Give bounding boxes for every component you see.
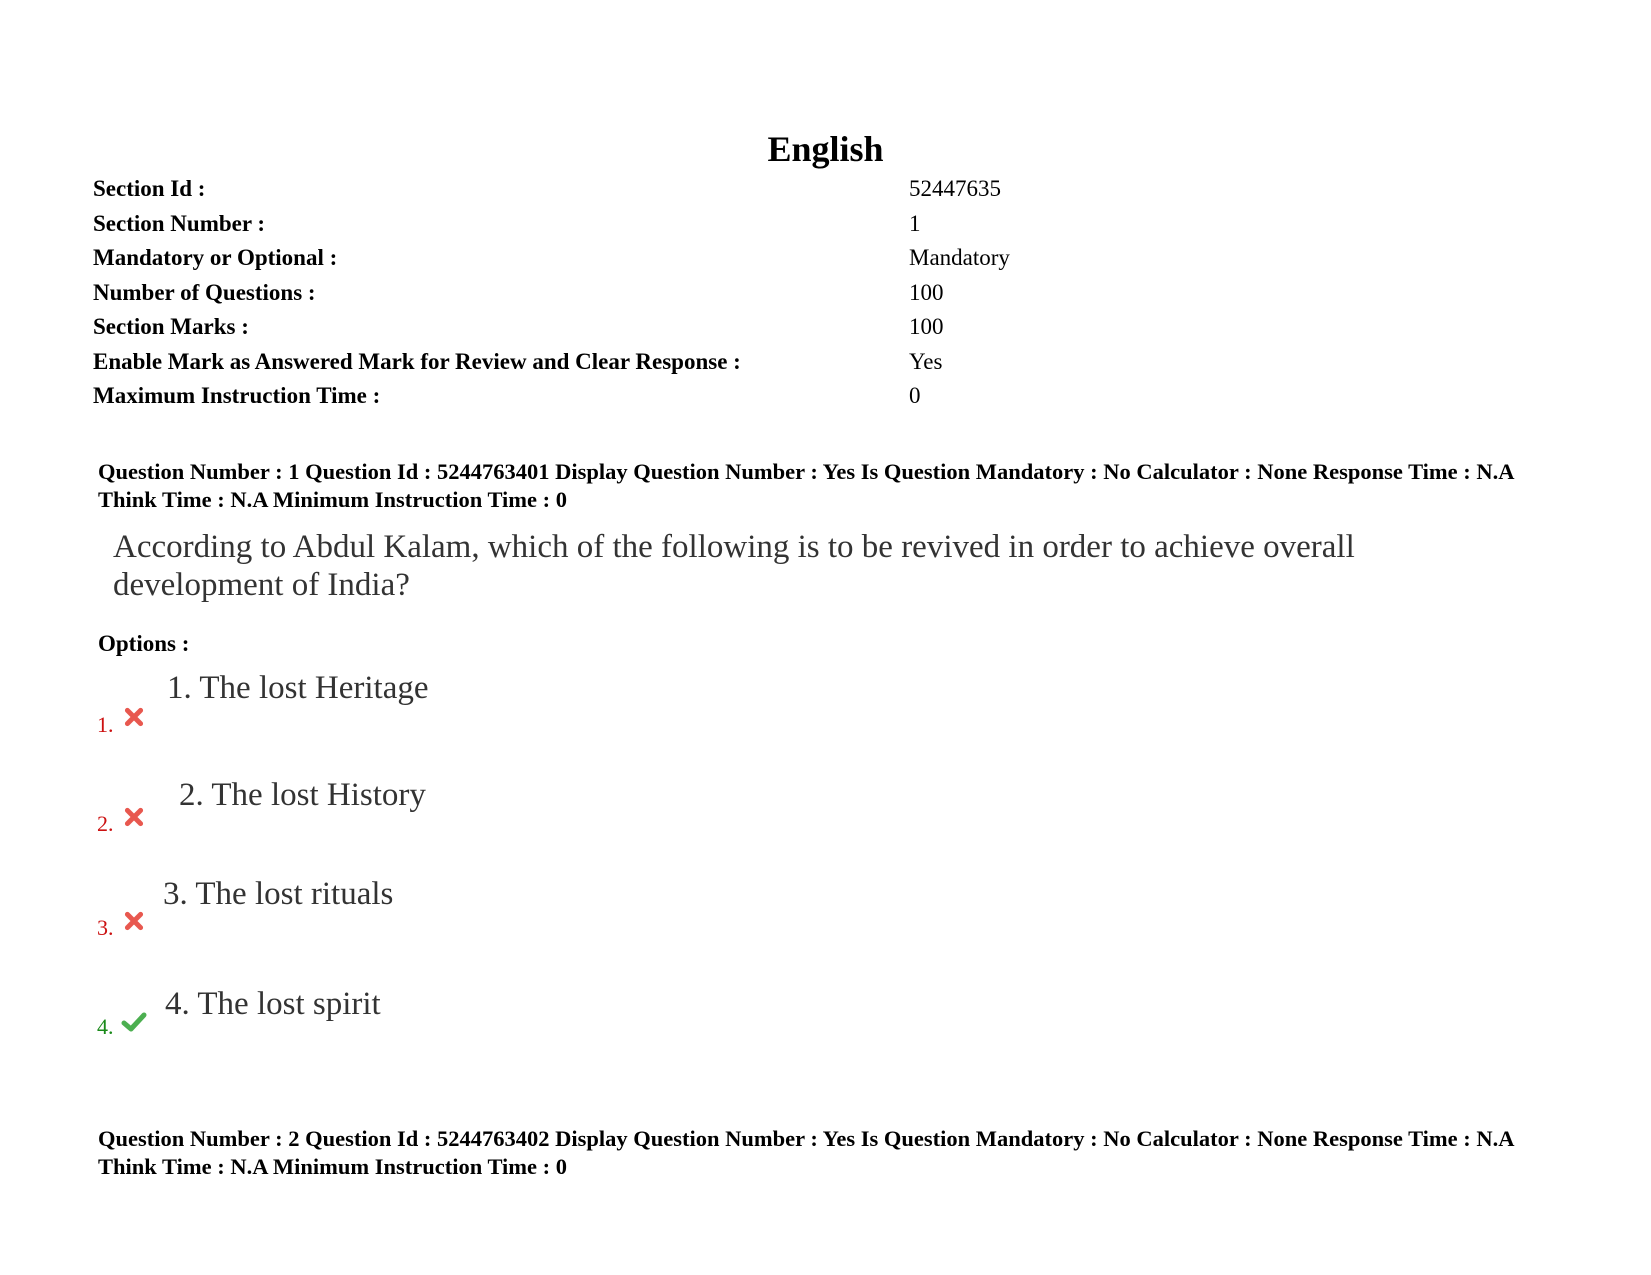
enable-mark-label: Enable Mark as Answered Mark for Review and Clear Response :	[93, 348, 741, 374]
question-2-header: Question Number : 2 Question Id : 5244763402 Display Question Number : Yes Is Question Mandatory : No Calculator : None Response Time : N.A Think Time : N.A Minimum Instruction Time : 0	[98, 1126, 1514, 1179]
mandatory-row	[93, 243, 1473, 278]
enable-mark-row	[93, 347, 1473, 382]
section-marks-value: 100	[909, 314, 944, 339]
section-id-value: 52447635	[909, 176, 1001, 201]
section-number-value: 1	[909, 210, 921, 236]
option-1-number: 1.	[97, 712, 114, 737]
max-instruction-time-label: Maximum Instruction Time :	[93, 383, 381, 408]
question-count-label: Number of Questions :	[93, 279, 316, 305]
cross-icon	[123, 910, 145, 932]
option-2-text: 2. The lost History	[179, 777, 426, 813]
option-2-number: 2.	[97, 811, 114, 836]
enable-mark-value: Yes	[909, 348, 943, 374]
max-instruction-time-row	[93, 381, 1473, 416]
option-3-text: 3. The lost rituals	[163, 876, 394, 912]
mandatory-label: Mandatory or Optional :	[93, 245, 338, 270]
check-icon	[121, 1010, 147, 1034]
section-marks-row	[93, 312, 1473, 347]
section-number-label: Section Number :	[93, 210, 266, 236]
section-number-row	[93, 209, 1473, 244]
question-1-header: Question Number : 1 Question Id : 5244763401 Display Question Number : Yes Is Question Mandatory : No Calculator : None Response Time : N.A Think Time : N.A Minimum Instruction Time : 0	[98, 459, 1514, 512]
section-id-label: Section Id :	[93, 176, 206, 201]
options-label: Options :	[98, 631, 190, 656]
option-4-text: 4. The lost spirit	[165, 986, 381, 1022]
cross-icon	[123, 706, 145, 728]
section-marks-label: Section Marks :	[93, 314, 249, 339]
question-1-text: According to Abdul Kalam, which of the following is to be revived in order to achieve overall development of India?	[113, 529, 1355, 603]
option-3-number: 3.	[97, 915, 114, 940]
section-id-row	[93, 174, 1473, 209]
max-instruction-time-value: 0	[909, 383, 921, 408]
mandatory-value: Mandatory	[909, 245, 1010, 270]
option-4-number: 4.	[97, 1014, 114, 1039]
page-title: English	[767, 129, 884, 169]
cross-icon	[123, 806, 145, 828]
option-1-text: 1. The lost Heritage	[167, 670, 429, 706]
section-info	[93, 174, 1473, 416]
question-count-row	[93, 278, 1473, 313]
question-count-value: 100	[909, 279, 944, 305]
